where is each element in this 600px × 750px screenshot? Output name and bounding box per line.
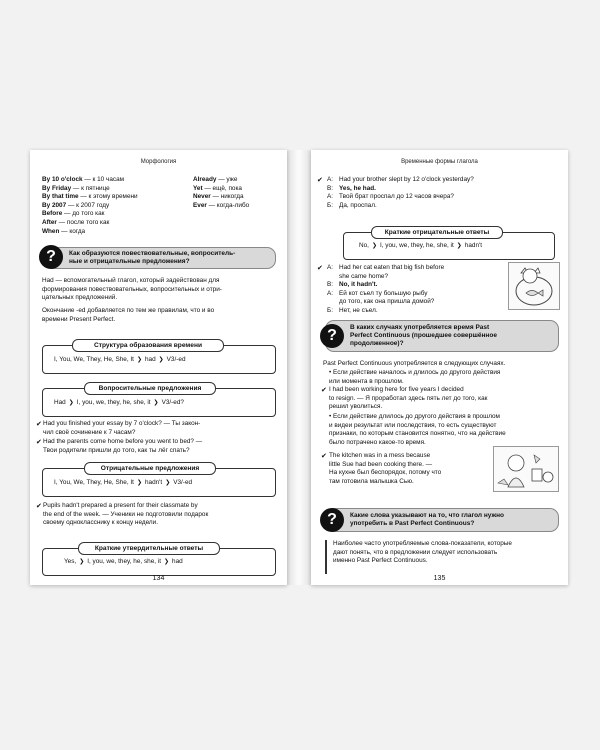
- kitchen-mess-illustration: [493, 446, 559, 492]
- structure-formula: I, You, We, They, He, She, It ❯ had ❯ V3/-ed: [54, 356, 186, 363]
- example-3: Pupils hadn't prepared a present for their classmate by the end of the week. — Ученики не подготовили подарок своему однокласснику к концу недели.: [43, 502, 209, 527]
- time-word-row: By Friday — к пятнице: [42, 184, 110, 192]
- time-word-row: After — после того как: [42, 218, 110, 226]
- question-mark-icon: ?: [320, 508, 344, 532]
- question-mark-icon: ?: [39, 245, 63, 269]
- question-mark-icon: ?: [320, 324, 344, 348]
- time-word-row: By that time — к этому времени: [42, 193, 138, 201]
- running-header: Временные формы глагола: [401, 159, 478, 165]
- check-icon: ✔: [321, 387, 327, 394]
- question-callout: [44, 247, 276, 269]
- dialogue-1: А: Had your brother slept by 12 o'clock yesterday? В: Yes, he had. А: Твой брат проспал до 12 часов вчера? Б: Да, проспал.: [327, 176, 474, 209]
- time-word-row: By 2007 — к 2007 году: [42, 201, 110, 209]
- pc-point-1: • Если действие началось и длилось до другого действия или момента в прошлом.: [329, 369, 501, 385]
- check-icon: ✔: [317, 177, 323, 184]
- page-number: 134: [152, 575, 165, 582]
- example-1: Had you finished your essay by 7 o'clock? — Ты закон- чил своё сочинение к 7 часам?: [43, 420, 201, 436]
- dialogue-2: А: Had her cat eaten that big fish before she came home? В: No, it hadn't. А: Ей кот съел ту большую рыбу до того, как она пришла домой? Б: Нет, не съел.: [327, 264, 445, 314]
- time-words-left: [42, 176, 138, 236]
- time-word-row: Yet — ещё, пока: [193, 184, 242, 192]
- question-text-3: Какие слова указывают на то, что глагол нужно употребить в Past Perfect Continuous?: [350, 512, 504, 527]
- short-negative-formula: No, ❯ I, you, we, they, he, she, it ❯ hadn't: [359, 242, 483, 249]
- question-callout-2: [325, 320, 559, 352]
- short-affirmative-title: Краткие утвердительные ответы: [78, 542, 220, 555]
- paragraph-had: Had — вспомогательный глагол, который задействован для формирования повествовательных, вопросительных и отри- цательных предложений.: [42, 277, 222, 302]
- check-icon: ✔: [36, 421, 42, 428]
- final-note: Наиболее часто употребляемые слова-показатели, которые дают понять, что в предложении следует использовать именно Past Perfect Continuous.: [325, 540, 559, 574]
- structure-box-title: Структура образования времени: [72, 339, 224, 352]
- pc-intro: Past Perfect Continuous употребляется в следующих случаях.: [323, 360, 506, 367]
- time-word-row: When — когда: [42, 227, 86, 235]
- book-gutter: [287, 150, 311, 585]
- time-word-row: By 10 o'clock — к 10 часам: [42, 176, 125, 183]
- page-number: 135: [433, 575, 446, 582]
- check-icon: ✔: [36, 503, 42, 510]
- paragraph-ed: Окончание -ed добавляется по тем же правилам, что и во времени Present Perfect.: [42, 307, 215, 323]
- time-word-row: Ever — когда-либо: [193, 201, 250, 209]
- pc-example-1: I had been working here for five years I decided to resign. — Я проработал здесь пять лет до того, как решил уволиться.: [329, 386, 488, 411]
- right-page: [311, 150, 568, 585]
- question-form-title: Вопросительные предложения: [84, 382, 216, 395]
- left-page: [30, 150, 287, 585]
- pc-point-2: • Если действие длилось до другого действия в прошлом и видеи результат или последствия, то есть существуют признаки, по которым становится понятно, что на действие было потрачено какое-то время.: [329, 413, 506, 446]
- question-text-2: В каких случаях употребляется время Past Perfect Continuous (прошедшее совершённое продолженное)?: [350, 324, 497, 347]
- negative-formula: I, You, We, They, He, She, It ❯ hadn't ❯ V3/-ed: [54, 479, 193, 486]
- check-icon: ✔: [317, 265, 323, 272]
- question-formula: Had ❯ I, you, we, they, he, she, it ❯ V3/-ed?: [54, 399, 184, 406]
- time-word-row: Already — уже: [193, 176, 238, 183]
- time-word-row: Never — никогда: [193, 193, 244, 201]
- short-affirmative-formula: Yes, ❯ I, you, we, they, he, she, it ❯ had: [64, 558, 183, 565]
- check-icon: ✔: [321, 453, 327, 460]
- check-icon: ✔: [36, 439, 42, 446]
- example-2: Had the parents come home before you went to bed? — Твои родители пришли до того, как ты лёг спать?: [43, 438, 203, 454]
- pc-example-2: The kitchen was in a mess because little Sue had been cooking there. — На кухне был беспорядок, потому что там готовила малышка Сью.: [329, 452, 442, 485]
- running-header: Морфология: [140, 159, 177, 165]
- short-negative-title: Краткие отрицательные ответы: [371, 226, 503, 239]
- question-text: Как образуются повествовательные, вопроситель- ные и отрицательные предложения?: [69, 250, 236, 265]
- time-word-row: Before — до того как: [42, 210, 105, 218]
- cat-fishbowl-illustration: [508, 262, 560, 310]
- negative-form-title: Отрицательные предложения: [84, 462, 216, 475]
- time-words-right: [193, 176, 249, 210]
- question-callout-3: [325, 508, 559, 532]
